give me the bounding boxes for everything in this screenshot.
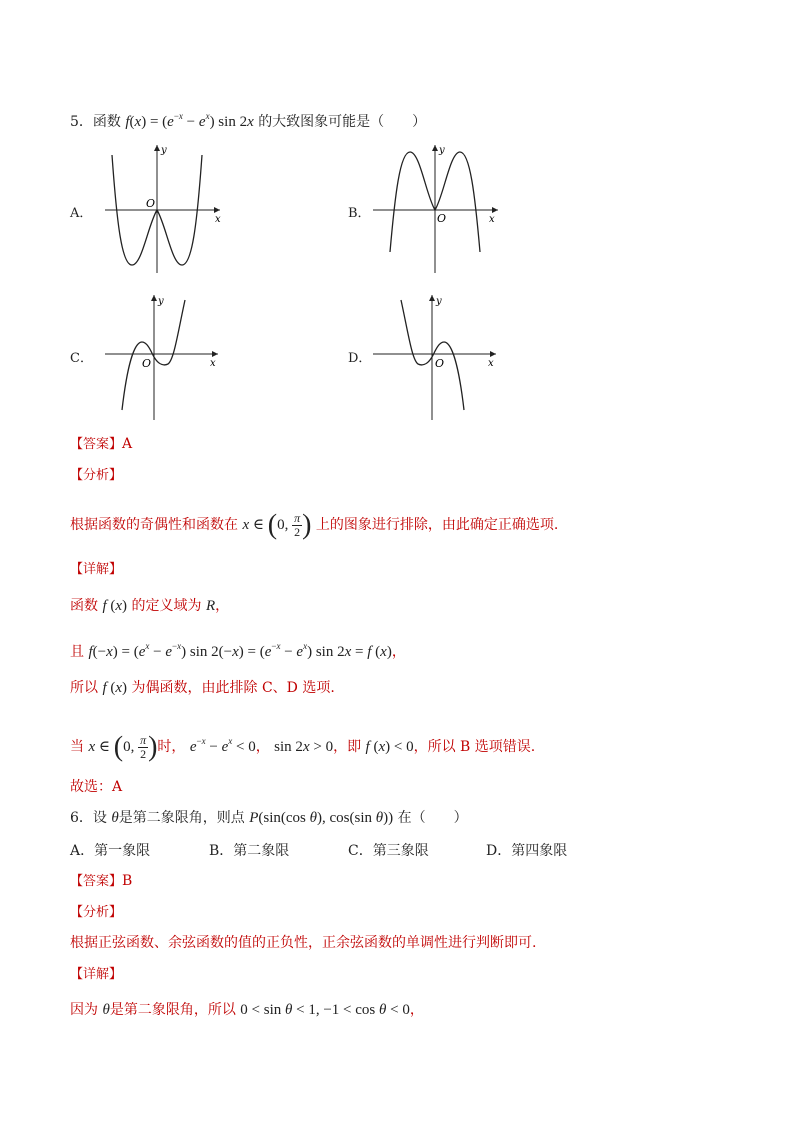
option-a-label[interactable]: A．	[70, 206, 93, 221]
q5-analysis-tag: 【分析】	[70, 468, 123, 483]
q5-detail-line-3: 所以 f (x) 为偶函数，由此排除 C、D 选项.	[70, 680, 335, 696]
q5-detail-tag: 【详解】	[70, 562, 123, 577]
q6-option-b[interactable]: B．第二象限	[209, 843, 290, 859]
origin-label: O	[142, 357, 152, 370]
question-number: 6．设	[70, 810, 107, 826]
q6-stem: 6．设 θ是第二象限角，则点 P(sin(cos θ), cos(sin θ)) 在（ ）	[70, 810, 468, 826]
option-d-label[interactable]: D．	[348, 351, 372, 366]
q5-choose: 故选：A	[70, 779, 123, 795]
q6-detail-tag: 【详解】	[70, 967, 123, 982]
x-axis-label: x	[489, 214, 495, 225]
option-c-label[interactable]: C．	[70, 351, 93, 366]
x-axis-label: x	[210, 358, 216, 369]
question-number: 5．	[70, 114, 93, 130]
q5-formula: $f(x) = (e^{-x} - e^x)$ sin 2x	[125, 111, 254, 130]
y-axis-label: y	[161, 145, 167, 156]
q6-analysis: 根据正弦函数、余弦函数的值的正负性，正余弦函数的单调性进行判断即可.	[70, 935, 537, 951]
origin-label: O	[435, 357, 445, 370]
q6-analysis-tag: 【分析】	[70, 905, 123, 920]
origin-label: O	[146, 197, 156, 210]
y-axis-label: y	[439, 145, 445, 156]
graph-b	[368, 140, 508, 275]
y-axis-label: y	[436, 296, 442, 307]
q5-detail-line-1: 函数 f (x) 的定义域为 R，	[70, 598, 230, 614]
q5-detail-line-4: 当 x ∈ (0, $\frac{\pi}{2}$ )时， $e^{-x} - e^x < 0$， sin 2x > 0，即 f (x) < 0，所以 B 选项错误.	[70, 731, 536, 763]
graph-c	[90, 292, 230, 422]
graph-a	[90, 140, 230, 275]
origin-label: O	[437, 212, 447, 225]
q6-answer: 【答案】B	[70, 873, 133, 889]
q5-stem: 5．函数 $f(x) = (e^{-x} - e^x)$ sin 2x 的大致图象可能是（ ）	[70, 111, 427, 130]
q6-option-d[interactable]: D．第四象限	[486, 843, 568, 859]
x-axis-label: x	[488, 358, 494, 369]
q6-detail-line-1: 因为 θ是第二象限角，所以 0 < sin θ < 1, −1 < cos θ < 0，	[70, 1002, 424, 1018]
y-axis-label: y	[158, 296, 164, 307]
option-b-label[interactable]: B．	[348, 206, 371, 221]
q5-detail-line-2: 且 $f(-x) = (e^x - e^{-x})$ $\sin 2(-x) = (e^{-x} - e^x)$ sin 2x = f (x)，	[70, 641, 406, 660]
q6-option-c[interactable]: C．第三象限	[348, 843, 429, 859]
q5-analysis: 根据函数的奇偶性和函数在 x ∈ (0, $\frac{\pi}{2}$ ) 上的图象进行排除，由此确定正确选项.	[70, 509, 559, 541]
x-axis-label: x	[215, 214, 221, 225]
q5-answer: 【答案】A	[70, 436, 133, 452]
graph-d	[368, 292, 508, 422]
q6-option-a[interactable]: A．第一象限	[70, 843, 151, 859]
